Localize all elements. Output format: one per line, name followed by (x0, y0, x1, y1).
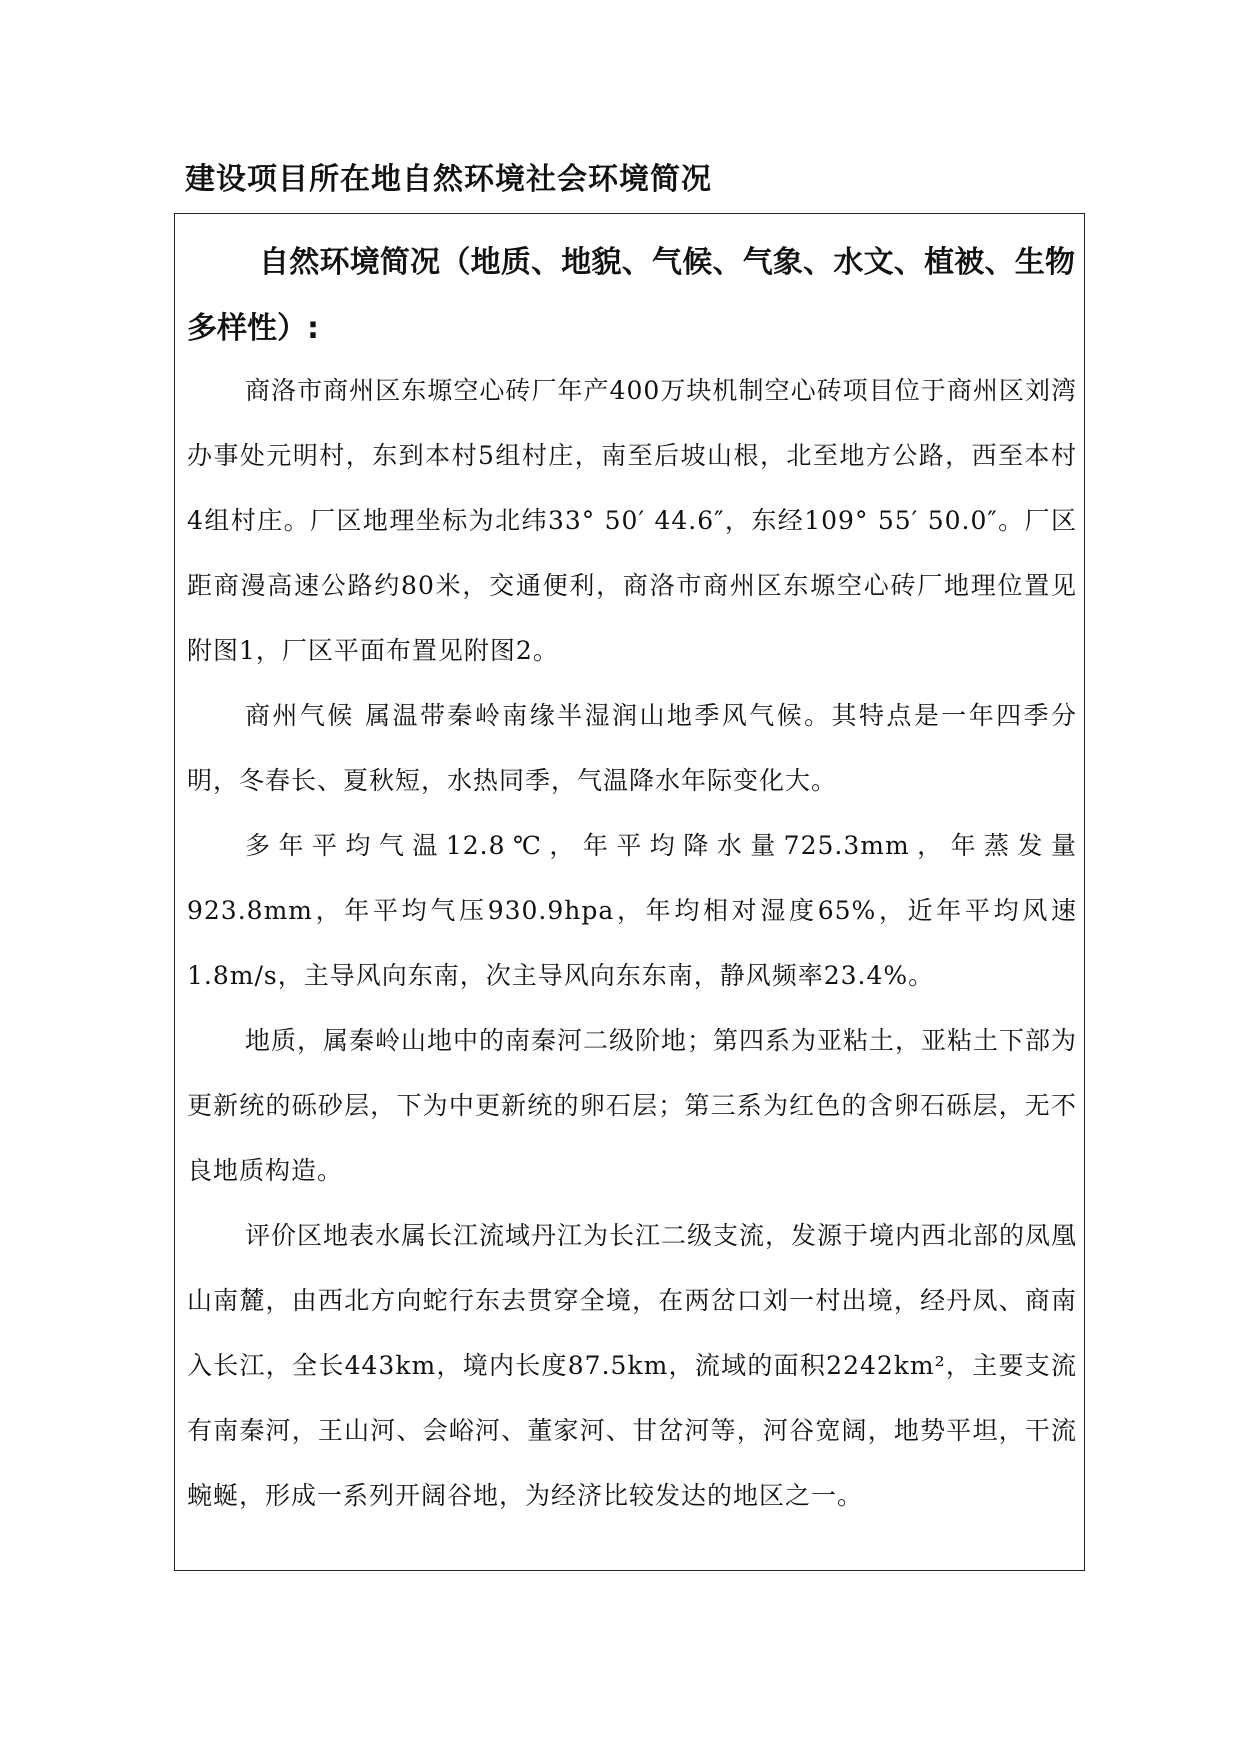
natural-environment-box (174, 213, 1085, 1571)
section-heading: 自然环境简况（地质、地貌、气候、气象、水文、植被、生物多样性）: (187, 245, 1075, 346)
section-content (187, 358, 1077, 1528)
location-paragraph: 商洛市商州区东塬空心砖厂年产400万块机制空心砖项目位于商州区刘湾办事处元明村，东到本村5组村庄，南至后坡山根，北至地方公路，西至本村4组村庄。厂区地理坐标为北纬33° 50′ 44.6″，东经109° 55′ 50.0″。厂区距商漫高速公路约80米，交通便利，商洛市商州区东塬空心砖厂地理位置见附图1，厂区平面布置见附图2。 (187, 376, 1077, 665)
geology-paragraph: 地质，属秦岭山地中的南秦河二级阶地；第四系为亚粘土，亚粘土下部为更新统的砾砂层，下为中更新统的卵石层；第三系为红色的含卵石砾层，无不良地质构造。 (187, 1026, 1078, 1185)
page-title: 建设项目所在地自然环境社会环境简况 (185, 162, 712, 197)
climate-paragraph: 商州气候 属温带秦岭南缘半湿润山地季风气候。其特点是一年四季分明，冬春长、夏秋短，水热同季，气温降水年际变化大。 (187, 701, 1077, 795)
hydrology-paragraph: 评价区地表水属长江流域丹江为长江二级支流，发源于境内西北部的凤凰山南麓，由西北方向蛇行东去贯穿全境，在两岔口刘一村出境，经丹凤、商南入长江，全长443km，境内长度87.5km，流域的面积2242km²，主要支流有南秦河，王山河、会峪河、董家河、甘岔河等，河谷宽阔，地势平坦，干流蜿蜒，形成一系列开阔谷地，为经济比较发达的地区之一。 (187, 1221, 1078, 1510)
meteorology-paragraph: 多年平均气温12.8℃，年平均降水量725.3mm，年蒸发量923.8mm，年平均气压930.9hpa，年均相对湿度65%，近年平均风速1.8m/s，主导风向东南，次主导风向东东南，静风频率23.4%。 (187, 831, 1077, 990)
